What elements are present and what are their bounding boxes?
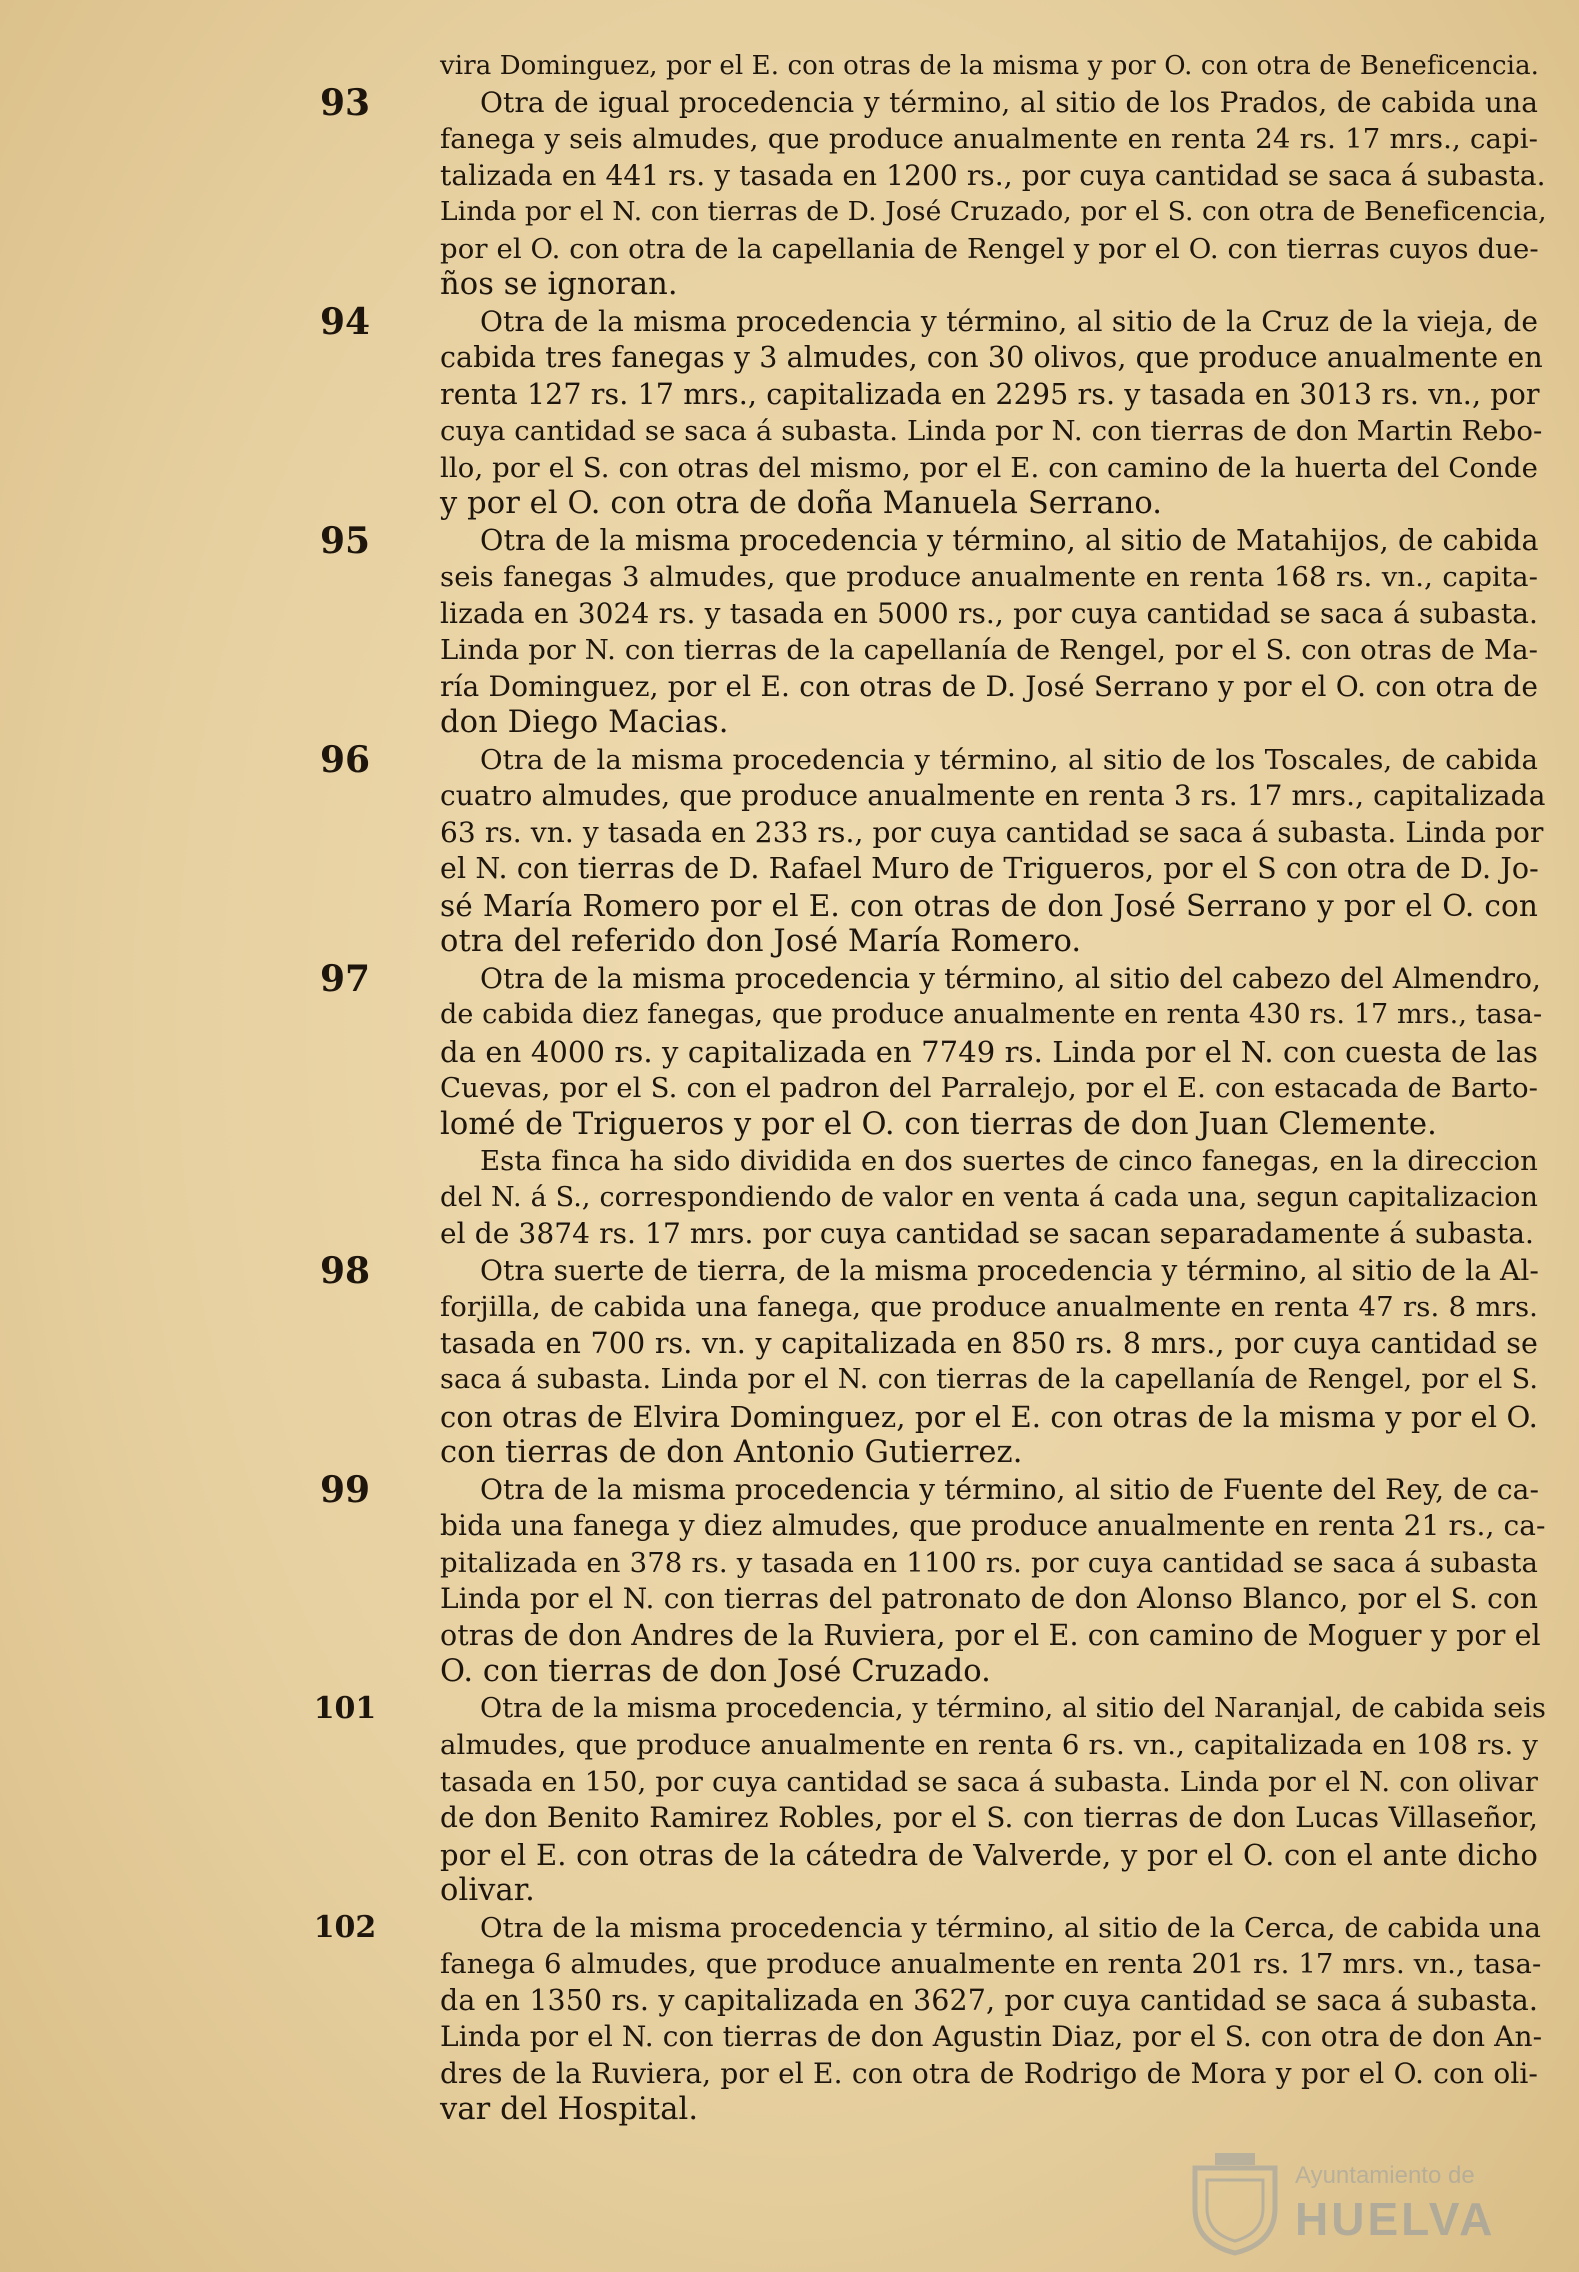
text-line: fanega y seis almudes, que produce anualmente en renta 24 rs. 17 mrs., capi- bbox=[440, 123, 1538, 155]
bleed-through-stain bbox=[160, 420, 178, 500]
property-entry bbox=[319, 300, 1543, 523]
watermark-line-2: HUELVA bbox=[1295, 2193, 1496, 2245]
text-line: Cuevas, por el S. con el padron del Parralejo, por el E. con estacada de Barto- bbox=[440, 1072, 1538, 1104]
text-line: con tierras de don Antonio Gutierrez. bbox=[440, 1435, 1023, 1470]
text-line: tasada en 700 rs. vn. y capitalizada en 850 rs. 8 mrs., por cuya cantidad se bbox=[440, 1326, 1538, 1360]
coat-of-arms-icon bbox=[1185, 2148, 1285, 2258]
text-line: pitalizada en 378 rs. y tasada en 1100 rs. por cuya cantidad se saca á subasta bbox=[440, 1546, 1538, 1579]
text-line: dres de la Ruviera, por el E. con otra de Rodrigo de Mora y por el O. con oli- bbox=[440, 2056, 1538, 2090]
watermark-logo bbox=[1185, 2148, 1545, 2258]
watermark-line-1: Ayuntamiento de bbox=[1295, 2162, 1475, 2189]
text-line: bida una fanega y diez almudes, que produce anualmente en renta 21 rs., ca- bbox=[440, 1509, 1546, 1542]
property-entry bbox=[319, 738, 1546, 961]
entry-number: 94 bbox=[319, 300, 371, 343]
property-entry bbox=[319, 957, 1543, 1253]
text-line: 63 rs. vn. y tasada en 233 rs., por cuya cantidad se saca á subasta. Linda por bbox=[440, 815, 1544, 849]
text-line: cabida tres fanegas y 3 almudes, con 30 olivos, que produce anualmente en bbox=[440, 341, 1543, 374]
entry-number: 95 bbox=[319, 519, 371, 562]
property-entry bbox=[319, 1468, 1546, 1691]
text-line: Linda por el N. con tierras de D. José Cruzado, por el S. con otra de Beneficencia, bbox=[440, 196, 1547, 227]
text-line: Otra de la misma procedencia, y término, al sitio del Naranjal, de cabida seis bbox=[480, 1692, 1547, 1724]
text-line: de don Benito Ramirez Robles, por el S. con tierras de don Lucas Villaseñor, bbox=[440, 1801, 1538, 1834]
text-line: Otra de la misma procedencia y término, al sitio del cabezo del Almendro, bbox=[480, 961, 1542, 995]
text-line: con otras de Elvira Dominguez, por el E. con otras de la misma y por el O. bbox=[440, 1399, 1538, 1434]
text-line: Otra de la misma procedencia y término, al sitio de Fuente del Rey, de ca- bbox=[480, 1472, 1539, 1506]
text-line: ría Dominguez, por el E. con otras de D. José Serrano y por el O. con otra de bbox=[440, 669, 1538, 703]
text-line: da en 4000 rs. y capitalizada en 7749 rs. Linda por el N. con cuesta de las bbox=[440, 1034, 1538, 1069]
text-line: llo, por el S. con otras del mismo, por el E. con camino de la huerta del Conde bbox=[440, 451, 1538, 484]
text-line: y por el O. con otra de doña Manuela Serrano. bbox=[440, 486, 1163, 521]
text-line: olivar. bbox=[440, 1873, 535, 1908]
text-line: cuya cantidad se saca á subasta. Linda por N. con tierras de don Martin Rebo- bbox=[440, 415, 1543, 447]
entry-number: 101 bbox=[313, 1690, 377, 1726]
property-entry bbox=[313, 1690, 1547, 1910]
text-line: del N. á S., correspondiendo de valor en venta á cada una, segun capitalizacion bbox=[440, 1181, 1538, 1213]
entry-number: 99 bbox=[319, 1468, 371, 1511]
text-line: Esta finca ha sido dividida en dos suertes de cinco fanegas, en la direccion bbox=[480, 1145, 1538, 1177]
text-line: cuatro almudes, que produce anualmente en renta 3 rs. 17 mrs., capitalizada bbox=[440, 779, 1546, 812]
text-line: por el E. con otras de la cátedra de Valverde, y por el O. con el ante dicho bbox=[440, 1837, 1538, 1872]
text-line: var del Hospital. bbox=[440, 2092, 699, 2127]
entry-number: 97 bbox=[319, 957, 371, 1000]
text-line: Linda por el N. con tierras de don Agustin Diaz, por el S. con otra de don An- bbox=[440, 2020, 1543, 2053]
property-entry bbox=[319, 519, 1539, 742]
text-line: renta 127 rs. 17 mrs., capitalizada en 2295 rs. y tasada en 3013 rs. vn., por bbox=[440, 377, 1540, 411]
text-line: O. con tierras de don José Cruzado. bbox=[440, 1654, 991, 1689]
text-line: talizada en 441 rs. y tasada en 1200 rs., por cuya cantidad se saca á subasta. bbox=[440, 158, 1546, 192]
text-line: ños se ignoran. bbox=[440, 267, 678, 302]
text-line: Otra de la misma procedencia y término, al sitio de Matahijos, de cabida bbox=[480, 523, 1539, 557]
property-entry bbox=[319, 81, 1547, 304]
text-line: don Diego Macias. bbox=[440, 705, 729, 740]
text-line: saca á subasta. Linda por el N. con tierras de la capellanía de Rengel, por el S. bbox=[440, 1364, 1538, 1395]
entry-number: 96 bbox=[319, 738, 371, 781]
text-line: Otra de la misma procedencia y término, al sitio de la Cerca, de cabida una bbox=[480, 1911, 1542, 1944]
document-body bbox=[313, 48, 1547, 2129]
text-line: por el O. con otra de la capellania de Rengel y por el O. con tierras cuyos due- bbox=[440, 232, 1539, 265]
text-line: el N. con tierras de D. Rafael Muro de Trigueros, por el S con otra de D. Jo- bbox=[440, 852, 1539, 885]
text-line: forjilla, de cabida una fanega, que produce anualmente en renta 47 rs. 8 mrs. bbox=[440, 1291, 1538, 1323]
text-line: Linda por N. con tierras de la capellanía de Rengel, por el S. con otras de Ma- bbox=[440, 634, 1538, 666]
property-entry bbox=[319, 1249, 1539, 1472]
text-line: Otra de la misma procedencia y término, al sitio de la Cruz de la vieja, de bbox=[480, 304, 1538, 338]
text-line: lizada en 3024 rs. y tasada en 5000 rs., por cuya cantidad se saca á subasta. bbox=[440, 596, 1538, 630]
text-line: Otra de igual procedencia y término, al sitio de los Prados, de cabida una bbox=[480, 85, 1538, 119]
text-line: el de 3874 rs. 17 mrs. por cuya cantidad se sacan separadamente á subasta. bbox=[440, 1217, 1534, 1250]
text-line: Linda por el N. con tierras del patronato de don Alonso Blanco, por el S. con bbox=[440, 1582, 1538, 1615]
text-line: fanega 6 almudes, que produce anualmente en renta 201 rs. 17 mrs. vn., tasa- bbox=[440, 1948, 1542, 1980]
text-line: vira Dominguez, por el E. con otras de la misma y por O. con otra de Beneficencia. bbox=[440, 51, 1540, 81]
text-line: lomé de Trigueros y por el O. con tierras de don Juan Clemente. bbox=[440, 1106, 1437, 1142]
text-line: da en 1350 rs. y capitalizada en 3627, por cuya cantidad se saca á subasta. bbox=[440, 1983, 1538, 2017]
text-line: sé María Romero por el E. con otras de don José Serrano y por el O. con bbox=[440, 888, 1538, 923]
text-line: Otra de la misma procedencia y término, al sitio de los Toscales, de cabida bbox=[480, 743, 1538, 776]
property-entry bbox=[313, 1909, 1543, 2129]
entry-number: 98 bbox=[319, 1249, 371, 1292]
text-line: seis fanegas 3 almudes, que produce anualmente en renta 168 rs. vn., capita- bbox=[440, 561, 1538, 593]
text-line: almudes, que produce anualmente en renta 6 rs. vn., capitalizada en 108 rs. y bbox=[440, 1729, 1538, 1761]
entry-number: 93 bbox=[319, 81, 371, 124]
text-line: Otra suerte de tierra, de la misma procedencia y término, al sitio de la Al- bbox=[480, 1253, 1539, 1287]
text-line: tasada en 150, por cuya cantidad se saca á subasta. Linda por el N. con olivar bbox=[440, 1765, 1538, 1798]
text-line: otras de don Andres de la Ruviera, por el E. con camino de Moguer y por el bbox=[440, 1618, 1541, 1652]
property-entry bbox=[440, 48, 1538, 85]
text-line: de cabida diez fanegas, que produce anualmente en renta 430 rs. 17 mrs., tasa- bbox=[440, 999, 1543, 1030]
text-line: otra del referido don José María Romero. bbox=[440, 924, 1082, 959]
entry-number: 102 bbox=[313, 1909, 377, 1945]
